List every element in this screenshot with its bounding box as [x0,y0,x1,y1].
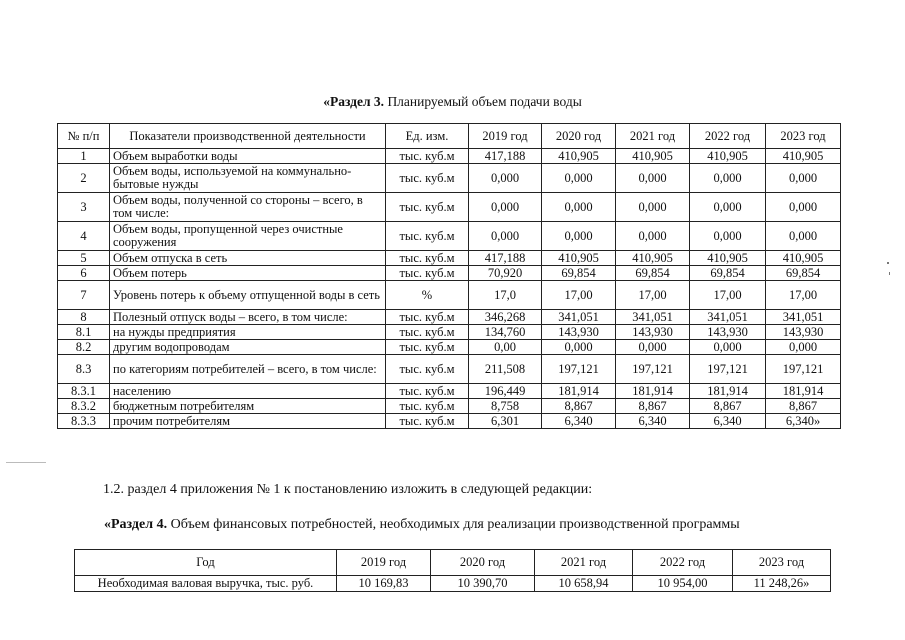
value-2019: 346,268 [469,310,542,325]
value-2022: 0,000 [690,340,766,355]
value-2021: 17,00 [616,281,690,310]
row-number: 8 [58,310,110,325]
table-row [58,222,841,251]
cell-2023: 11 248,26» [733,576,831,592]
value-2020: 0,000 [542,222,616,251]
value-2020: 0,000 [542,193,616,222]
value-2021: 6,340 [616,414,690,429]
value-2023: 181,914 [766,384,841,399]
value-2022: 0,000 [690,164,766,193]
unit-cell: тыс. куб.м [386,251,469,266]
header-year-label: Год [75,550,337,576]
unit-cell: тыс. куб.м [386,149,469,164]
value-2023: 197,121 [766,355,841,384]
value-2019: 70,920 [469,266,542,281]
row-number: 8.3 [58,355,110,384]
table-header-row [58,124,841,149]
value-2020: 341,051 [542,310,616,325]
value-2021: 143,930 [616,325,690,340]
section-3-prefix: «Раздел 3. [323,94,385,109]
value-2022: 410,905 [690,251,766,266]
header-number: № п/п [58,124,110,149]
indicator-name: другим водопроводам [110,340,386,355]
value-2023: 0,000 [766,340,841,355]
header-year-2023: 2023 год [766,124,841,149]
value-2023: 0,000 [766,164,841,193]
value-2021: 410,905 [616,251,690,266]
value-2022: 8,867 [690,399,766,414]
unit-cell: тыс. куб.м [386,384,469,399]
header-year-2020: 2020 год [542,124,616,149]
header-indicator: Показатели производственной деятельности [110,124,386,149]
value-2021: 181,914 [616,384,690,399]
row-number: 6 [58,266,110,281]
water-supply-table [57,123,841,429]
section-3-title [0,94,905,110]
row-number: 8.3.3 [58,414,110,429]
value-2019: 8,758 [469,399,542,414]
indicator-name: на нужды предприятия [110,325,386,340]
scan-speck [889,272,890,275]
value-2022: 143,930 [690,325,766,340]
value-2019: 196,449 [469,384,542,399]
unit-cell: тыс. куб.м [386,414,469,429]
indicator-name: населению [110,384,386,399]
value-2019: 134,760 [469,325,542,340]
value-2022: 6,340 [690,414,766,429]
value-2019: 0,000 [469,222,542,251]
value-2020: 69,854 [542,266,616,281]
section-4-title-text: Объем финансовых потребностей, необходимых для реализации производственной программы [167,517,740,532]
row-number: 8.3.1 [58,384,110,399]
value-2022: 0,000 [690,193,766,222]
table-row [58,149,841,164]
table-row [75,576,831,592]
table-row [58,164,841,193]
table-row [58,266,841,281]
row-number: 8.3.2 [58,399,110,414]
value-2019: 0,000 [469,193,542,222]
value-2023: 17,00 [766,281,841,310]
table-row [58,414,841,429]
indicator-name: Объем выработки воды [110,149,386,164]
unit-cell: тыс. куб.м [386,355,469,384]
value-2020: 8,867 [542,399,616,414]
table-row [58,399,841,414]
value-2021: 341,051 [616,310,690,325]
value-2019: 17,0 [469,281,542,310]
row-number: 8.1 [58,325,110,340]
value-2023: 0,000 [766,193,841,222]
table-row [58,355,841,384]
header-unit: Ед. изм. [386,124,469,149]
value-2020: 0,000 [542,164,616,193]
amendment-paragraph: 1.2. раздел 4 приложения № 1 к постановлению изложить в следующей редакции: [103,482,593,497]
value-2021: 0,000 [616,222,690,251]
value-2022: 410,905 [690,149,766,164]
value-2019: 0,000 [469,164,542,193]
value-2023: 341,051 [766,310,841,325]
value-2021: 0,000 [616,340,690,355]
value-2019: 417,188 [469,251,542,266]
indicator-name: бюджетным потребителям [110,399,386,414]
value-2020: 197,121 [542,355,616,384]
indicator-name: Объем отпуска в сеть [110,251,386,266]
section-4-prefix: «Раздел 4. [104,517,168,532]
indicator-name: Объем воды, пропущенной через очистные сооружения [110,222,386,251]
row-number: 4 [58,222,110,251]
unit-cell: тыс. куб.м [386,164,469,193]
value-2021: 410,905 [616,149,690,164]
table-row [58,384,841,399]
unit-cell: тыс. куб.м [386,222,469,251]
value-2022: 69,854 [690,266,766,281]
cell-2022: 10 954,00 [633,576,733,592]
value-2023: 8,867 [766,399,841,414]
row-number: 2 [58,164,110,193]
value-2020: 410,905 [542,149,616,164]
row-number: 5 [58,251,110,266]
value-2021: 8,867 [616,399,690,414]
financial-needs-table [74,549,831,592]
cell-2020: 10 390,70 [431,576,535,592]
unit-cell: % [386,281,469,310]
section-3-title-text: Планируемый объем подачи воды [384,94,582,109]
row-number: 8.2 [58,340,110,355]
value-2023: 69,854 [766,266,841,281]
header-year-2023: 2023 год [733,550,831,576]
table-row [58,251,841,266]
indicator-name: по категориям потребителей – всего, в том числе: [110,355,386,384]
indicator-name: Полезный отпуск воды – всего, в том числе: [110,310,386,325]
header-year-2020: 2020 год [431,550,535,576]
header-year-2022: 2022 год [633,550,733,576]
value-2023: 410,905 [766,251,841,266]
value-2023: 6,340» [766,414,841,429]
value-2020: 0,000 [542,340,616,355]
section-4-title [104,517,740,533]
value-2022: 181,914 [690,384,766,399]
row-number: 7 [58,281,110,310]
value-2023: 410,905 [766,149,841,164]
value-2019: 0,00 [469,340,542,355]
value-2022: 17,00 [690,281,766,310]
unit-cell: тыс. куб.м [386,399,469,414]
value-2020: 6,340 [542,414,616,429]
indicator-name: Объем воды, полученной со стороны – всего, в том числе: [110,193,386,222]
indicator-name: Объем потерь [110,266,386,281]
header-year-2022: 2022 год [690,124,766,149]
value-2021: 69,854 [616,266,690,281]
header-year-2019: 2019 год [337,550,431,576]
value-2023: 143,930 [766,325,841,340]
value-2021: 0,000 [616,164,690,193]
value-2020: 143,930 [542,325,616,340]
table-row [58,193,841,222]
table-header-row [75,550,831,576]
row-label: Необходимая валовая выручка, тыс. руб. [75,576,337,592]
table-row [58,281,841,310]
indicator-name: Объем воды, используемой на коммунально-бытовые нужды [110,164,386,193]
value-2019: 211,508 [469,355,542,384]
value-2023: 0,000 [766,222,841,251]
indicator-name: Уровень потерь к объему отпущенной воды в сеть [110,281,386,310]
value-2022: 341,051 [690,310,766,325]
value-2020: 17,00 [542,281,616,310]
value-2022: 197,121 [690,355,766,384]
scan-line [6,462,46,463]
scan-speck [887,262,889,264]
cell-2021: 10 658,94 [535,576,633,592]
value-2020: 410,905 [542,251,616,266]
value-2019: 417,188 [469,149,542,164]
unit-cell: тыс. куб.м [386,193,469,222]
value-2021: 0,000 [616,193,690,222]
value-2022: 0,000 [690,222,766,251]
unit-cell: тыс. куб.м [386,340,469,355]
value-2021: 197,121 [616,355,690,384]
unit-cell: тыс. куб.м [386,266,469,281]
table-row [58,325,841,340]
value-2020: 181,914 [542,384,616,399]
table-row [58,310,841,325]
header-year-2021: 2021 год [535,550,633,576]
unit-cell: тыс. куб.м [386,325,469,340]
header-year-2019: 2019 год [469,124,542,149]
value-2019: 6,301 [469,414,542,429]
header-year-2021: 2021 год [616,124,690,149]
indicator-name: прочим потребителям [110,414,386,429]
unit-cell: тыс. куб.м [386,310,469,325]
row-number: 3 [58,193,110,222]
table-row [58,340,841,355]
row-number: 1 [58,149,110,164]
cell-2019: 10 169,83 [337,576,431,592]
